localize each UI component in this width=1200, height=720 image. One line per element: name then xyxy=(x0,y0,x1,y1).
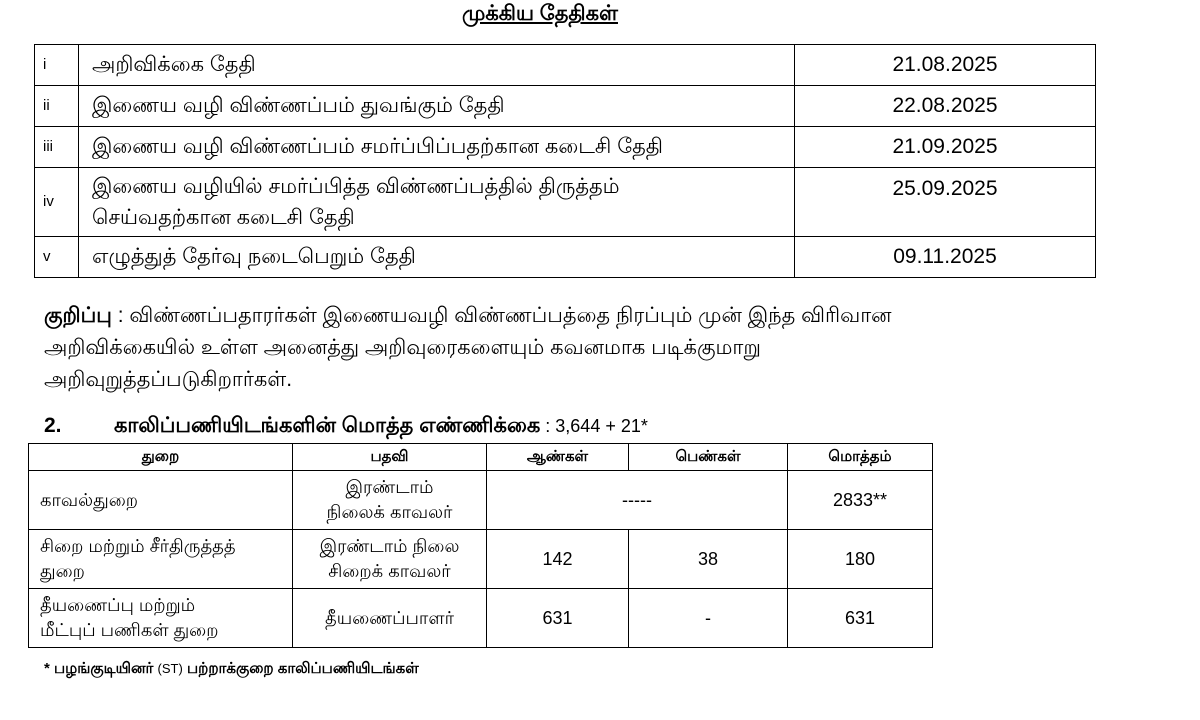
note-text: விண்ணப்பதாரர்கள் இணையவழி விண்ணப்பத்தை நிரப்பும் முன் இந்த விரிவான xyxy=(129,304,892,327)
combined-cell: ----- xyxy=(487,471,788,530)
table-header-row xyxy=(29,444,933,471)
section-heading xyxy=(44,412,1044,440)
header-post: பதவி xyxy=(293,444,487,471)
footnote-st: (ST) xyxy=(157,661,183,676)
row-index: v xyxy=(35,237,79,278)
dept-line: சிறை மற்றும் சீர்திருத்தத் xyxy=(40,536,236,556)
date-value: 21.09.2025 xyxy=(795,127,1096,168)
note-heading: குறிப்பு xyxy=(44,304,112,327)
post-line: சிறைக் காவலர் xyxy=(328,561,451,581)
header-men: ஆண்கள் xyxy=(487,444,629,471)
row-index: ii xyxy=(35,86,79,127)
dept-line: மீட்புப் பணிகள் துறை xyxy=(40,620,219,640)
table-row xyxy=(29,471,933,530)
row-index: iv xyxy=(35,168,79,237)
header-women: பெண்கள் xyxy=(629,444,788,471)
date-value: 21.08.2025 xyxy=(795,45,1096,86)
table-row xyxy=(35,127,1096,168)
date-value: 25.09.2025 xyxy=(795,168,1096,237)
post-line: இரண்டாம் நிலை xyxy=(319,536,460,556)
header-total: மொத்தம் xyxy=(788,444,933,471)
post-cell xyxy=(293,471,487,530)
total-cell: 631 xyxy=(788,589,933,648)
table-row xyxy=(35,168,1096,237)
footnote-star: * xyxy=(44,660,55,677)
footnote-text: பற்றாக்குறை காலிப்பணியிடங்கள் xyxy=(182,660,419,677)
footnote xyxy=(44,660,419,679)
date-label: எழுத்துத் தேர்வு நடைபெறும் தேதி xyxy=(79,237,795,278)
date-label xyxy=(79,168,795,237)
post-cell xyxy=(293,530,487,589)
note-paragraph xyxy=(44,300,1094,396)
dept-cell: காவல்துறை xyxy=(29,471,293,530)
post-line: இரண்டாம் xyxy=(345,477,434,497)
table-row xyxy=(29,530,933,589)
note-line: அறிவிக்கையில் உள்ள அனைத்து அறிவுரைகளையும் கவனமாக படிக்குமாறு xyxy=(44,336,761,359)
men-cell: 631 xyxy=(487,589,629,648)
footnote-text: பழங்குடியினர் xyxy=(54,660,158,677)
date-label-line: இணைய வழியில் சமர்ப்பித்த விண்ணப்பத்தில் திருத்தம் xyxy=(92,175,620,198)
women-cell: 38 xyxy=(629,530,788,589)
dept-cell xyxy=(29,589,293,648)
date-label: இணைய வழி விண்ணப்பம் சமர்ப்பிப்பதற்கான கடைசி தேதி xyxy=(79,127,795,168)
vacancy-total: : 3,644 + 21* xyxy=(540,416,648,436)
note-line: அறிவுறுத்தப்படுகிறார்கள். xyxy=(44,368,293,391)
men-cell: 142 xyxy=(487,530,629,589)
table-row xyxy=(29,589,933,648)
table-row xyxy=(35,86,1096,127)
dept-line: தீயணைப்பு மற்றும் xyxy=(40,595,196,615)
date-label-line: செய்வதற்கான கடைசி தேதி xyxy=(92,206,355,229)
dept-line: துறை xyxy=(40,561,85,581)
important-dates-table xyxy=(34,44,1096,278)
table-row xyxy=(35,237,1096,278)
dept-cell xyxy=(29,530,293,589)
note-line xyxy=(44,300,1094,332)
row-index: i xyxy=(35,45,79,86)
date-value: 09.11.2025 xyxy=(795,237,1096,278)
post-line: நிலைக் காவலர் xyxy=(326,502,453,522)
section-number: 2. xyxy=(44,414,62,437)
section-title: காலிப்பணியிடங்களின் மொத்த எண்ணிக்கை xyxy=(114,414,541,437)
page-title: முக்கிய தேதிகள் xyxy=(462,2,618,25)
women-cell: - xyxy=(629,589,788,648)
vacancy-table xyxy=(28,443,933,648)
note-separator: : xyxy=(111,304,130,327)
date-value: 22.08.2025 xyxy=(795,86,1096,127)
row-index: iii xyxy=(35,127,79,168)
total-cell: 2833** xyxy=(788,471,933,530)
date-label: அறிவிக்கை தேதி xyxy=(79,45,795,86)
header-dept: துறை xyxy=(29,444,293,471)
table-row xyxy=(35,45,1096,86)
total-cell: 180 xyxy=(788,530,933,589)
post-cell: தீயணைப்பாளர் xyxy=(293,589,487,648)
date-label: இணைய வழி விண்ணப்பம் துவங்கும் தேதி xyxy=(79,86,795,127)
